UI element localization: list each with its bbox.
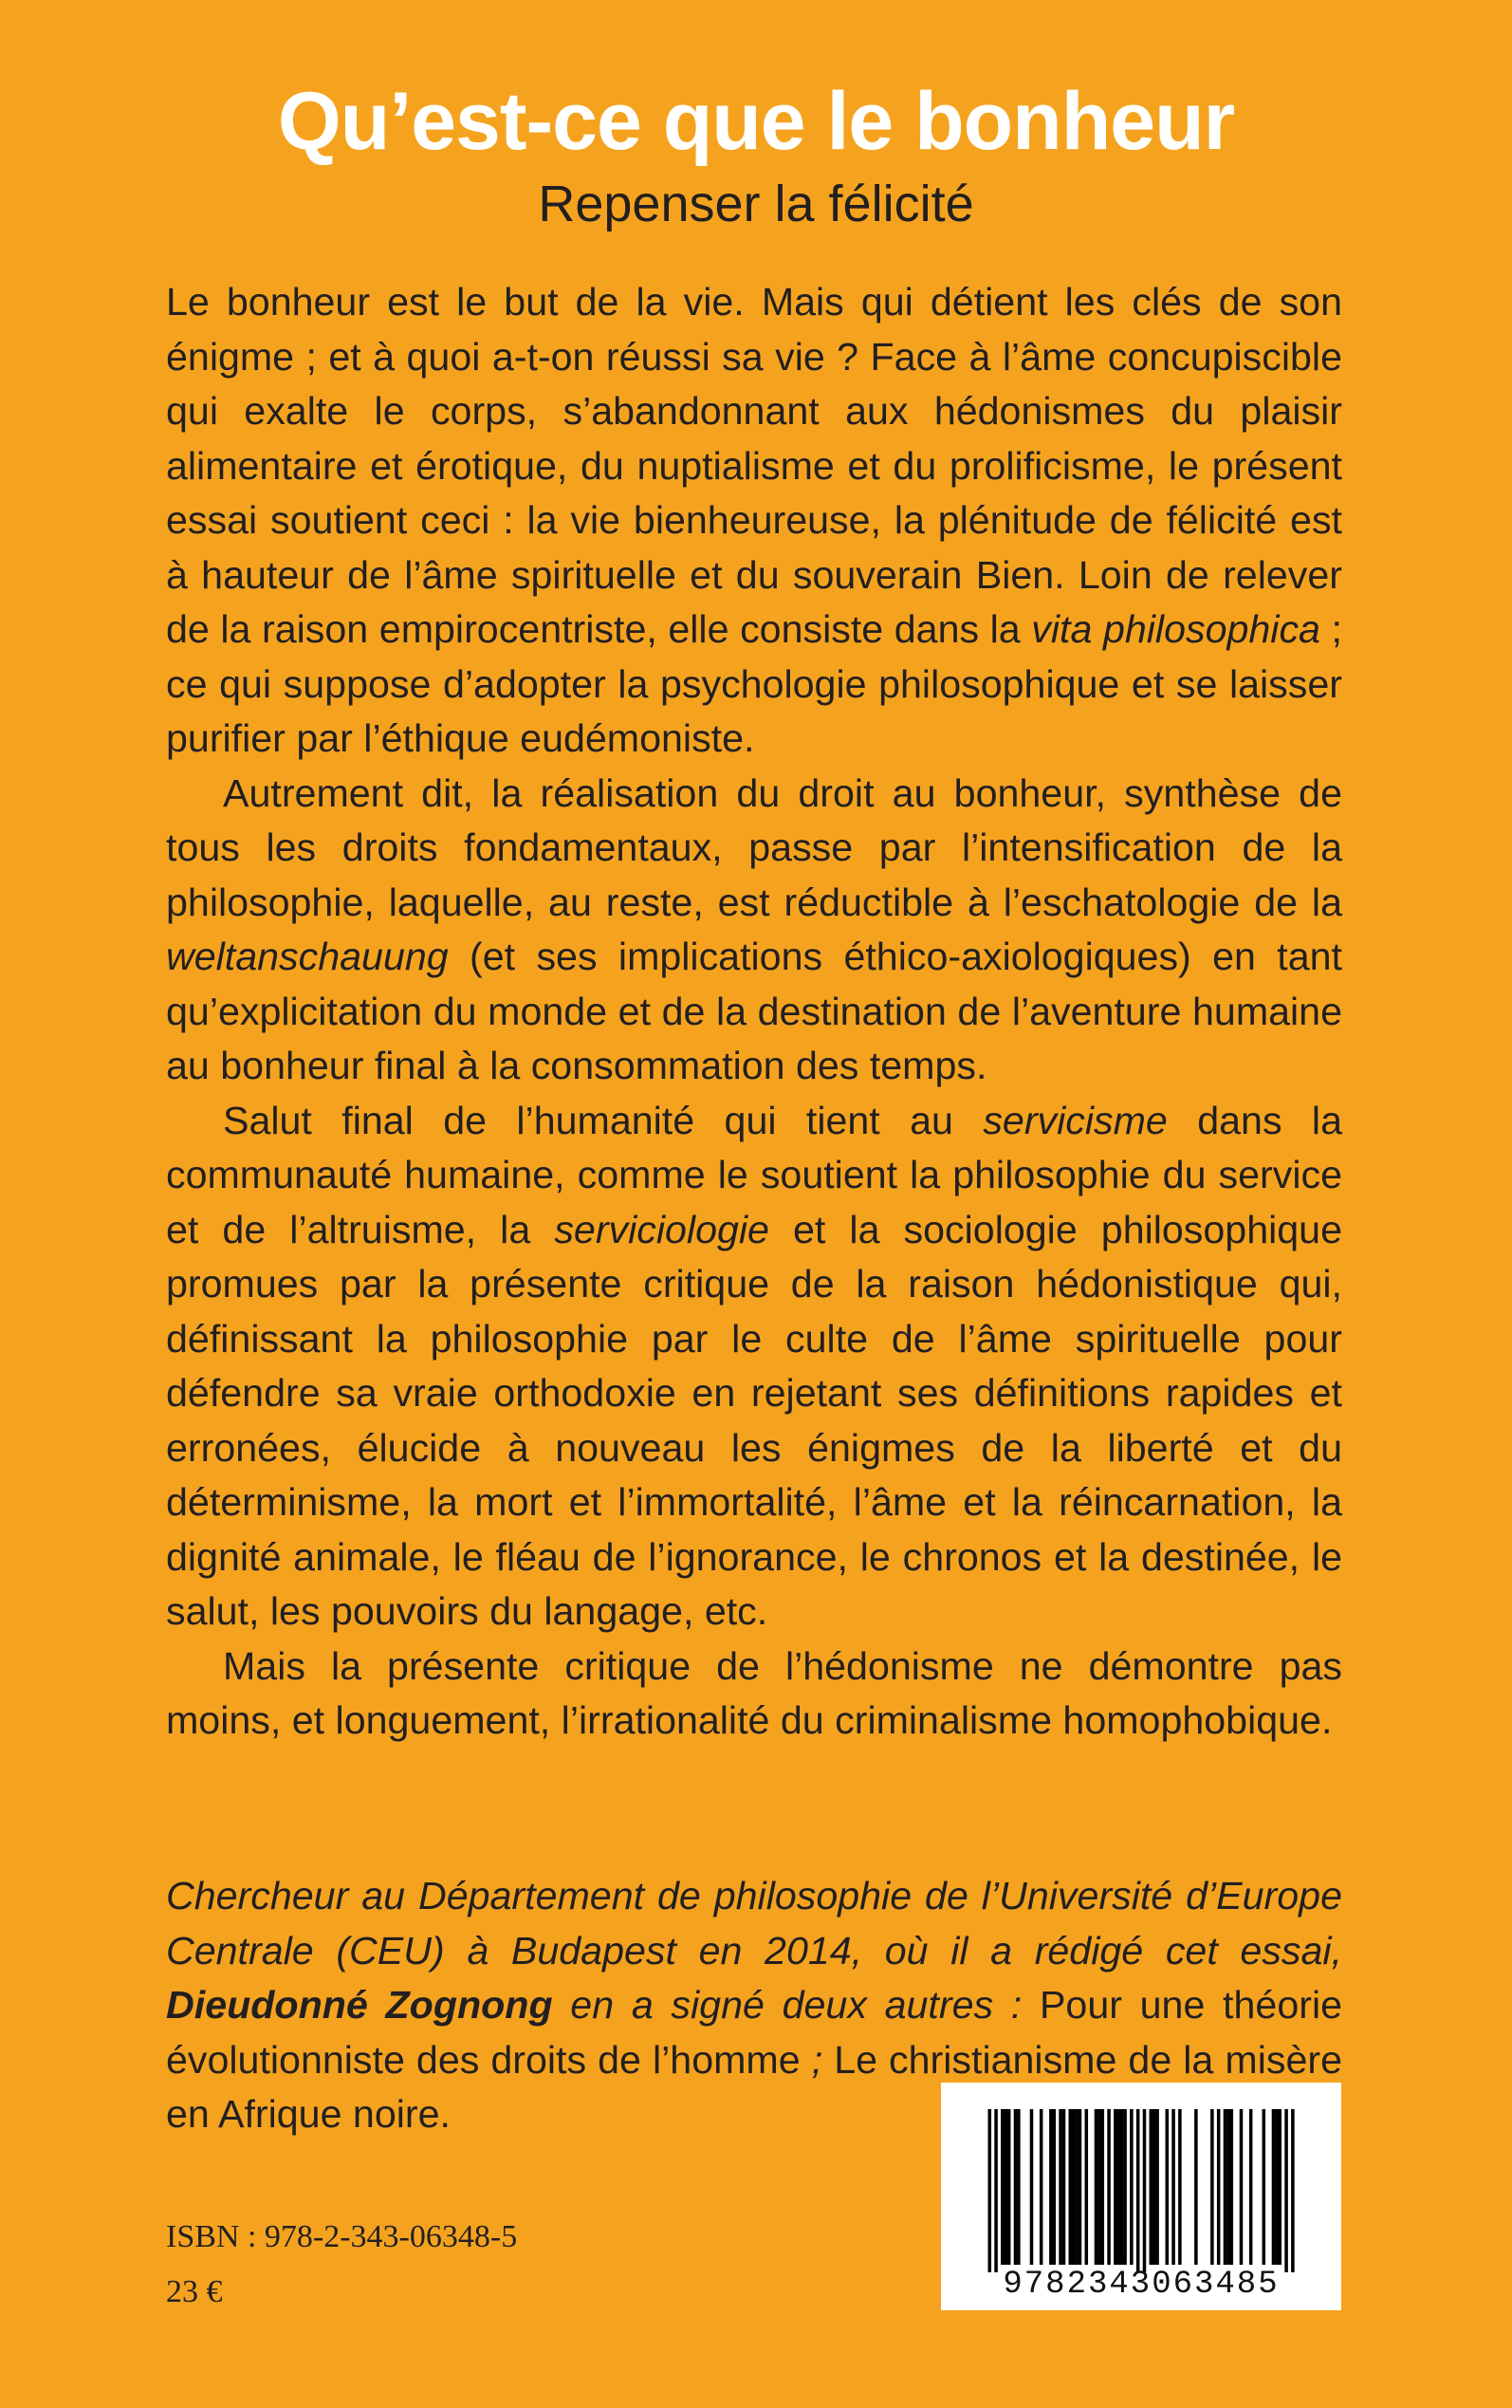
barcode-bar	[1062, 2109, 1066, 2265]
book-subtitle: Repenser la félicité	[538, 176, 974, 232]
barcode-bar	[1072, 2109, 1076, 2265]
barcode-bar	[1120, 2109, 1124, 2265]
book-title: Qu’est-ce que le bonheur	[277, 76, 1235, 167]
barcode-bar	[1291, 2109, 1295, 2272]
barcode-bar	[1178, 2109, 1182, 2265]
barcode-bar	[1171, 2109, 1175, 2265]
barcode-bar	[1059, 2109, 1062, 2265]
barcode-bar	[1101, 2109, 1105, 2265]
book-title-1: Pour une théorie évolutionniste des droits de l’homme	[166, 1983, 1342, 2082]
barcode-bar	[1166, 2109, 1170, 2265]
barcode-bar	[1249, 2109, 1253, 2265]
barcode-bar	[1030, 2109, 1034, 2265]
isbn: ISBN : 978-2-343-06348-5	[166, 2219, 518, 2254]
barcode-bar	[988, 2109, 992, 2272]
barcode-bar	[1005, 2109, 1008, 2265]
price: 23 €	[166, 2274, 223, 2309]
author-bio: Chercheur au Département de philosophie de l’Université d’Europe Centrale (CEU) à Budapest en 2014, où il a rédigé cet essai, Dieudonné Zognong en a signé deux autres : Pour une théorie évolutionniste des droits de l’homme ; Le christianisme de la misère en Afrique noire.	[166, 1874, 1342, 2136]
barcode-bar	[1284, 2109, 1288, 2272]
barcode-bar	[1117, 2109, 1121, 2265]
barcode-bar	[1040, 2109, 1043, 2265]
barcode-bar	[1130, 2109, 1134, 2265]
barcode-bar	[1017, 2109, 1021, 2265]
barcode	[941, 2083, 1341, 2310]
barcode-bar	[1123, 2109, 1127, 2265]
barcode-bar	[1217, 2109, 1221, 2265]
barcode-bar	[1136, 2109, 1140, 2272]
barcode-bar	[1226, 2109, 1230, 2265]
barcode-bar	[1150, 2109, 1153, 2265]
blurb-paragraph-2: Autrement dit, la réalisation du droit au bonheur, synthèse de tous les droits fondamentaux, passe par l’intensification de la philosophie, laquelle, au reste, est réductible à l’eschatologie de la weltanschauung (et ses implications éthico-axiologiques) en tant qu’explicitation du monde et de la destination de l’aventure humaine au bonheur final à la consommation des temps.	[166, 770, 1342, 1087]
barcode-bar	[1079, 2109, 1082, 2265]
barcode-bar	[1230, 2109, 1234, 2265]
book-title-2: Le christianisme de la misère en Afrique noire.	[166, 2037, 1342, 2136]
barcode-bar	[1152, 2109, 1156, 2265]
barcode-bar	[1114, 2109, 1117, 2265]
barcode-bar	[1155, 2109, 1159, 2265]
author-name: Dieudonné Zognong	[166, 1983, 553, 2027]
barcode-bar	[994, 2109, 998, 2272]
barcode-bar	[1085, 2109, 1089, 2265]
barcode-bar	[1279, 2109, 1282, 2265]
barcode-bar	[1007, 2109, 1011, 2265]
blurb-paragraph-4: Mais la présente critique de l’hédonisme ne démontre pas moins, et longuement, l’irrationalité du criminalisme homophobique.	[166, 1643, 1342, 1742]
barcode-bar	[1263, 2109, 1266, 2265]
barcode-bar	[1053, 2109, 1057, 2265]
barcode-bar	[1210, 2109, 1214, 2265]
barcode-bars	[941, 2083, 1341, 2272]
blurb-paragraph-3: Salut final de l’humanité qui tient au servicisme dans la communauté humaine, comme le soutient la philosophie du service et de l’altruisme, la serviciologie et la sociologie philosophique promues par la présente critique de la raison hédonistique qui, définissant la philosophie par le culte de l’âme spirituelle pour défendre sa vraie orthodoxie en rejetant ses définitions rapides et erronées, élucide à nouveau les énigmes de la liberté et du déterminisme, la mort et l’immortalité, l’âme et la réincarnation, la dignité animale, le fléau de l’ignorance, le chronos et la destinée, le salut, les pouvoirs du langage, etc.	[166, 1098, 1342, 1633]
barcode-bar	[1095, 2109, 1098, 2265]
barcode-bar	[1069, 2109, 1073, 2265]
barcode-bar	[1272, 2109, 1276, 2265]
barcode-bar	[1143, 2109, 1147, 2272]
blurb-paragraph-1: Le bonheur est le but de la vie. Mais qui détient les clés de son énigme ; et à quoi a-t-on réussi sa vie ? Face à l’âme concupiscible qui exalte le corps, s’abandonnant aux hédonismes du plaisir alimentaire et érotique, du nuptialisme et du prolificisme, le présent essai soutient ceci : la vie bienheureuse, la plénitude de félicité est à hauteur de l’âme spirituelle et du souverain Bien. Loin de relever de la raison empirocentriste, elle consiste dans la vita philosophica ; ce qui suppose d’adopter la psychologie philosophique et se laisser purifier par l’éthique eudémoniste.	[166, 280, 1342, 760]
barcode-bar	[1275, 2109, 1279, 2265]
blurb	[166, 275, 1342, 1749]
barcode-bar	[1224, 2109, 1227, 2265]
barcode-bar	[1097, 2109, 1101, 2265]
barcode-bar	[1194, 2109, 1198, 2265]
barcode-bar	[1049, 2109, 1053, 2265]
barcode-bar	[1075, 2109, 1079, 2265]
barcode-bar	[1001, 2109, 1005, 2265]
barcode-number: 9782343063485	[1003, 2267, 1280, 2303]
barcode-bar	[1107, 2109, 1111, 2265]
barcode-bar	[1240, 2109, 1244, 2265]
barcode-bar	[1014, 2109, 1018, 2265]
